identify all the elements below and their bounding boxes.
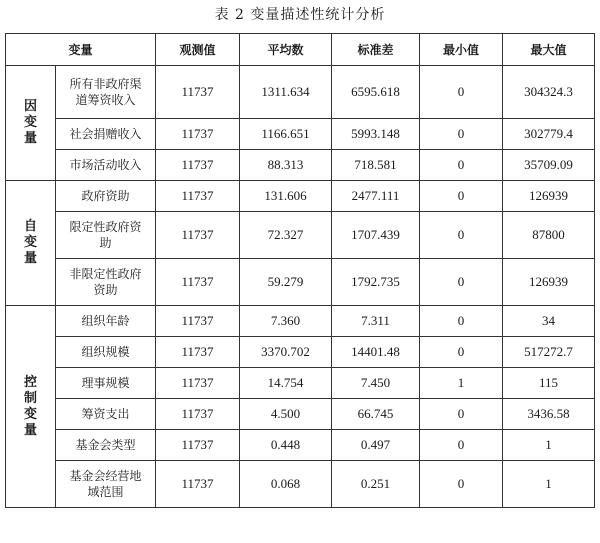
max-cell: 35709.09	[503, 150, 595, 181]
group-label-char: 变	[23, 235, 37, 250]
observations-cell: 11737	[156, 181, 240, 212]
observations-cell: 11737	[156, 259, 240, 306]
mean-cell: 59.279	[240, 259, 332, 306]
table-row	[6, 212, 595, 259]
min-cell: 0	[420, 337, 503, 368]
header-observations: 观测值	[156, 34, 240, 66]
group-label-char: 变	[23, 406, 37, 422]
group-label-char: 量	[23, 131, 37, 146]
min-cell: 0	[420, 461, 503, 508]
min-cell: 1	[420, 368, 503, 399]
variable-name-line: 组织年龄	[81, 314, 130, 328]
observations-cell: 11737	[156, 368, 240, 399]
header-std-dev: 标准差	[332, 34, 420, 66]
mean-cell: 1166.651	[240, 119, 332, 150]
variable-name-cell	[56, 119, 156, 150]
std-dev-cell: 2477.111	[332, 181, 420, 212]
std-dev-cell: 66.745	[332, 399, 420, 430]
header-mean: 平均数	[240, 34, 332, 66]
max-cell: 1	[503, 430, 595, 461]
variable-name-line: 组织规模	[81, 345, 130, 359]
variable-name-line: 市场活动收入	[69, 158, 142, 172]
variable-name-cell	[56, 181, 156, 212]
header-max: 最大值	[503, 34, 595, 66]
max-cell: 1	[503, 461, 595, 508]
group-label-char: 量	[23, 422, 37, 438]
variable-name-cell	[56, 461, 156, 508]
max-cell: 126939	[503, 181, 595, 212]
variable-name-cell	[56, 150, 156, 181]
observations-cell: 11737	[156, 337, 240, 368]
observations-cell: 11737	[156, 119, 240, 150]
table-row	[6, 259, 595, 306]
std-dev-cell: 7.450	[332, 368, 420, 399]
max-cell: 3436.58	[503, 399, 595, 430]
dependent-variables-group	[6, 66, 56, 181]
std-dev-cell: 5993.148	[332, 119, 420, 150]
mean-cell: 3370.702	[240, 337, 332, 368]
observations-cell: 11737	[156, 212, 240, 259]
std-dev-cell: 1707.439	[332, 212, 420, 259]
std-dev-cell: 0.497	[332, 430, 420, 461]
table-row	[6, 150, 595, 181]
std-dev-cell: 7.311	[332, 306, 420, 337]
variable-name-line: 社会捐赠收入	[69, 127, 142, 141]
max-cell: 302779.4	[503, 119, 595, 150]
table-row	[6, 306, 595, 337]
variable-name-line: 理事规模	[81, 376, 130, 390]
std-dev-cell: 718.581	[332, 150, 420, 181]
mean-cell: 1311.634	[240, 66, 332, 119]
variable-name-line: 域范围	[87, 485, 124, 499]
std-dev-cell: 0.251	[332, 461, 420, 508]
max-cell: 517272.7	[503, 337, 595, 368]
min-cell: 0	[420, 119, 503, 150]
table-row	[6, 461, 595, 508]
max-cell: 87800	[503, 212, 595, 259]
statistics-table	[5, 33, 595, 508]
mean-cell: 72.327	[240, 212, 332, 259]
min-cell: 0	[420, 150, 503, 181]
std-dev-cell: 1792.735	[332, 259, 420, 306]
variable-name-line: 筹资支出	[81, 407, 130, 421]
observations-cell: 11737	[156, 150, 240, 181]
variable-name-cell	[56, 306, 156, 337]
table-caption: 表 2 变量描述性统计分析	[214, 7, 386, 23]
min-cell: 0	[420, 259, 503, 306]
control-variables-group	[6, 306, 56, 508]
variable-name-cell	[56, 212, 156, 259]
mean-cell: 4.500	[240, 399, 332, 430]
variable-name-cell	[56, 368, 156, 399]
variable-name-line: 非限定性政府	[69, 267, 142, 281]
variable-name-cell	[56, 337, 156, 368]
header-variable: 变量	[6, 34, 156, 66]
mean-cell: 7.360	[240, 306, 332, 337]
variable-name-line: 基金会经营地	[69, 469, 142, 483]
mean-cell: 131.606	[240, 181, 332, 212]
variable-name-line: 所有非政府渠	[69, 77, 142, 91]
variable-name-line: 助	[99, 236, 112, 250]
min-cell: 0	[420, 212, 503, 259]
min-cell: 0	[420, 181, 503, 212]
observations-cell: 11737	[156, 430, 240, 461]
mean-cell: 14.754	[240, 368, 332, 399]
min-cell: 0	[420, 66, 503, 119]
std-dev-cell: 14401.48	[332, 337, 420, 368]
table-row	[6, 66, 595, 119]
group-label-char: 变	[23, 115, 37, 130]
observations-cell: 11737	[156, 306, 240, 337]
table-row	[6, 181, 595, 212]
max-cell: 34	[503, 306, 595, 337]
table-row	[6, 337, 595, 368]
variable-name-cell	[56, 399, 156, 430]
min-cell: 0	[420, 306, 503, 337]
max-cell: 115	[503, 368, 595, 399]
observations-cell: 11737	[156, 461, 240, 508]
mean-cell: 0.068	[240, 461, 332, 508]
group-label-char: 因	[23, 99, 37, 114]
table-row	[6, 399, 595, 430]
independent-variables-group	[6, 181, 56, 306]
variable-name-line: 道筹资收入	[75, 93, 136, 107]
header-row	[6, 34, 595, 66]
table-body	[6, 66, 595, 508]
variable-name-line: 政府资助	[81, 189, 130, 203]
group-label-char: 自	[23, 219, 37, 234]
table-row	[6, 368, 595, 399]
min-cell: 0	[420, 430, 503, 461]
table-row	[6, 430, 595, 461]
mean-cell: 88.313	[240, 150, 332, 181]
table-row	[6, 119, 595, 150]
variable-name-line: 资助	[93, 283, 118, 297]
variable-name-cell	[56, 66, 156, 119]
group-label-char: 制	[23, 390, 37, 406]
variable-name-cell	[56, 259, 156, 306]
max-cell: 126939	[503, 259, 595, 306]
observations-cell: 11737	[156, 66, 240, 119]
header-min: 最小值	[420, 34, 503, 66]
observations-cell: 11737	[156, 399, 240, 430]
mean-cell: 0.448	[240, 430, 332, 461]
variable-name-line: 基金会类型	[75, 438, 136, 452]
max-cell: 304324.3	[503, 66, 595, 119]
std-dev-cell: 6595.618	[332, 66, 420, 119]
variable-name-cell	[56, 430, 156, 461]
variable-name-line: 限定性政府资	[69, 220, 142, 234]
group-label-char: 量	[23, 251, 37, 266]
min-cell: 0	[420, 399, 503, 430]
group-label-char: 控	[23, 374, 37, 390]
